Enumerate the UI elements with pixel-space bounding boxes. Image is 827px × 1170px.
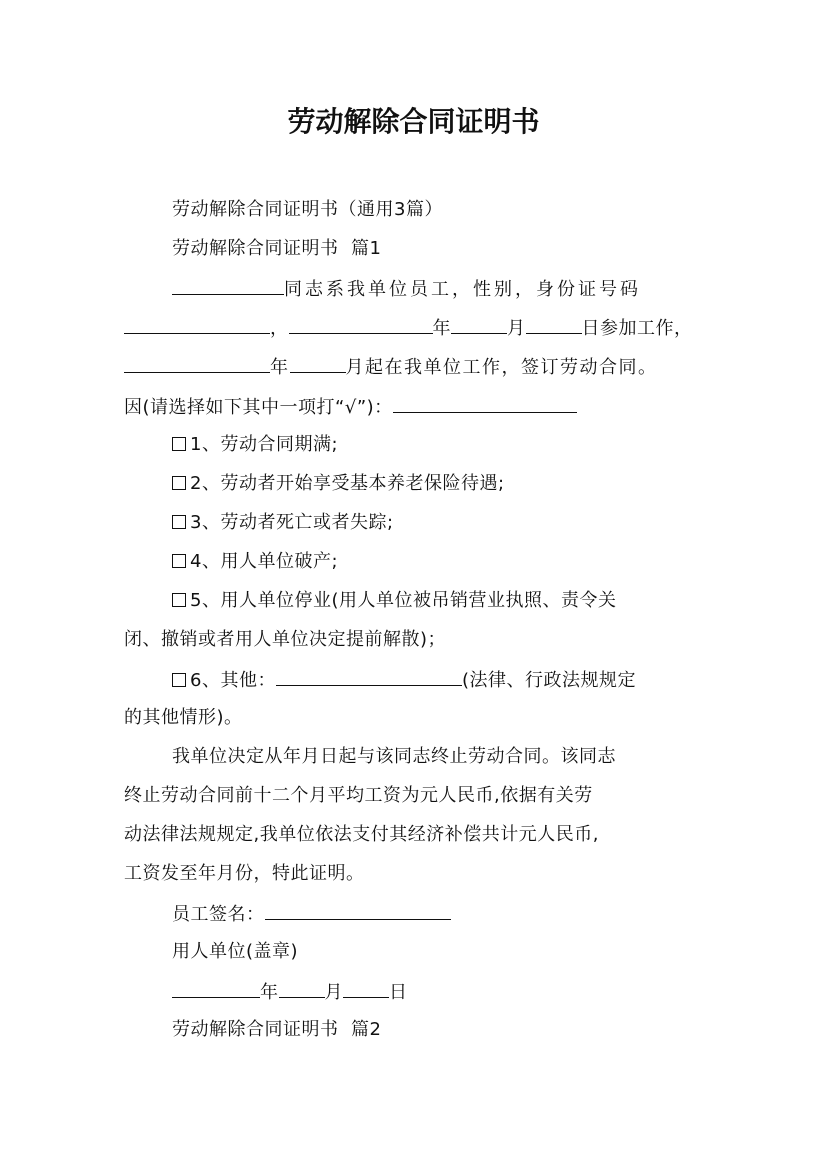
- year-label: 年: [432, 318, 451, 339]
- start-year-blank: [124, 354, 270, 373]
- year-label: 年: [260, 982, 279, 1003]
- para1-line2-tail: 日参加工作，: [581, 318, 693, 339]
- day-label: 日: [389, 982, 408, 1003]
- option-label: 4、用人单位破产;: [190, 551, 339, 572]
- para2-line4: 工资发至年月份，特此证明。: [124, 863, 365, 884]
- option-6-tail: (法律、行政法规规定: [461, 670, 636, 691]
- join-month-blank: [451, 315, 507, 334]
- checkbox-icon[interactable]: [172, 515, 186, 529]
- para1-line3-tail: 月起在我单位工作，签订劳动合同。: [345, 357, 658, 378]
- name-blank: [172, 276, 284, 295]
- employer-seal: 用人单位(盖章): [172, 941, 299, 962]
- section-heading-2: 劳动解除合同证明书 篇2: [172, 1019, 382, 1040]
- option-3: [172, 511, 394, 535]
- option-1: [172, 433, 338, 457]
- para2-line2: 终止劳动合同前十二个月平均工资为元人民币,依据有关劳: [124, 785, 593, 806]
- employee-signature-label: 员工签名：: [172, 904, 265, 925]
- section-heading-1: 劳动解除合同证明书 篇1: [172, 238, 382, 259]
- para2-line1: 我单位决定从年月日起与该同志终止劳动合同。该同志: [172, 746, 616, 767]
- other-reason-blank: [276, 667, 462, 686]
- id-number-blank: [124, 315, 270, 334]
- employee-signature: [172, 901, 451, 927]
- date-year-blank: [172, 979, 260, 998]
- date-day-blank: [343, 979, 389, 998]
- month-label: 月: [324, 982, 343, 1003]
- checkbox-icon[interactable]: [172, 476, 186, 490]
- document-subtitle: 劳动解除合同证明书（通用3篇）: [172, 199, 443, 220]
- checkbox-icon[interactable]: [172, 593, 186, 607]
- option-5: [172, 589, 616, 613]
- option-4: [172, 550, 338, 574]
- checkbox-icon[interactable]: [172, 554, 186, 568]
- option-label: 1、劳动合同期满;: [190, 434, 339, 455]
- checkbox-icon[interactable]: [172, 673, 186, 687]
- para1-line2-comma: ，: [270, 318, 289, 339]
- employee-signature-blank: [265, 901, 451, 920]
- option-6: [172, 667, 636, 693]
- date-line: [172, 979, 408, 1005]
- start-month-blank: [290, 354, 346, 373]
- option-label: 3、劳动者死亡或者失踪;: [190, 512, 394, 533]
- month-label: 月: [507, 318, 526, 339]
- option-5-continued: 闭、撤销或者用人单位决定提前解散)；: [124, 629, 447, 650]
- page-title: 劳动解除合同证明书: [287, 105, 540, 138]
- para2-line3: 动法律法规规定,我单位依法支付其经济补偿共计元人民币,: [124, 824, 599, 845]
- para1-line2: [124, 315, 693, 341]
- para1-line3: [124, 354, 658, 380]
- join-year-blank: [289, 315, 433, 334]
- option-label: 6、其他：: [190, 670, 276, 691]
- reason-prompt: 因(请选择如下其中一项打“√”)：: [124, 397, 393, 418]
- option-2: [172, 472, 505, 496]
- option-label: 2、劳动者开始享受基本养老保险待遇;: [190, 473, 505, 494]
- para1-line1: [172, 276, 641, 302]
- checkbox-icon[interactable]: [172, 437, 186, 451]
- year-label: 年: [270, 357, 290, 378]
- option-label: 5、用人单位停业(用人单位被吊销营业执照、责令关: [190, 590, 617, 611]
- option-6-continued: 的其他情形)。: [124, 707, 243, 728]
- reason-blank: [393, 394, 577, 413]
- date-month-blank: [279, 979, 325, 998]
- join-day-blank: [526, 315, 582, 334]
- para1-line4: [124, 394, 577, 420]
- para1-line1-text: 同志系我单位员工，性别，身份证号码: [284, 279, 641, 300]
